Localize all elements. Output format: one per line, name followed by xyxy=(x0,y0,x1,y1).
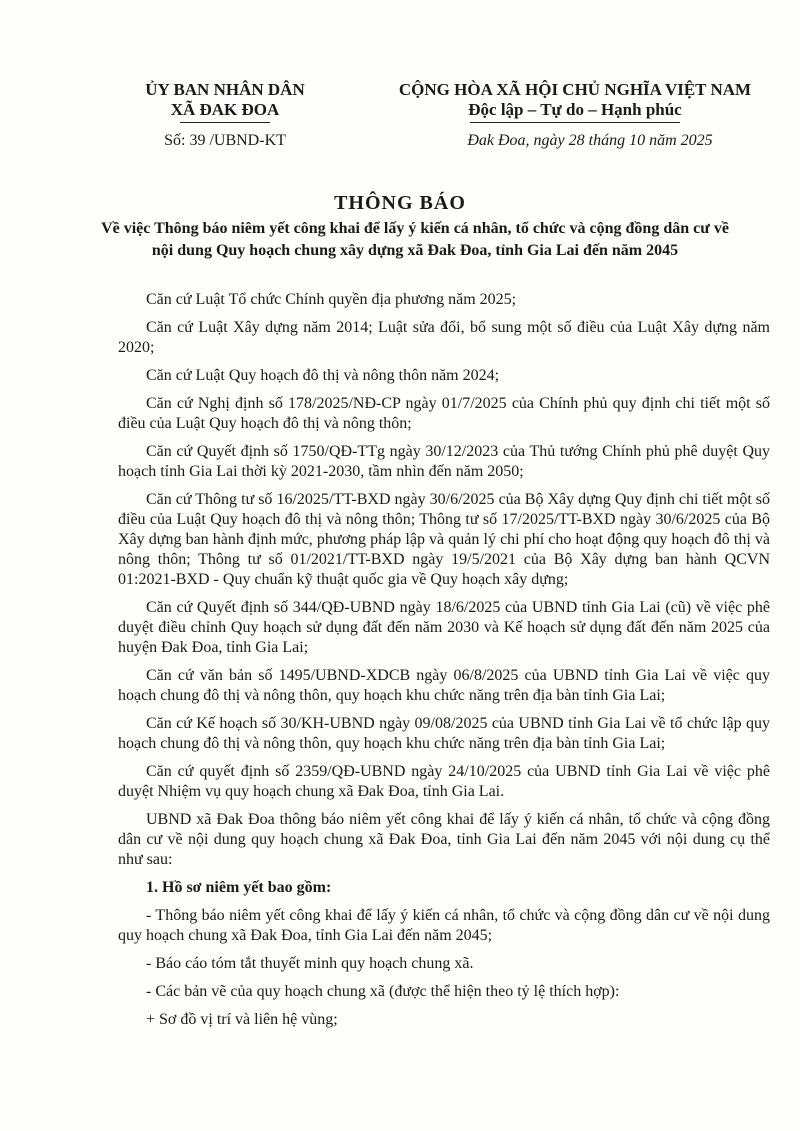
legal-basis-9: Căn cứ Kế hoạch số 30/KH-UBND ngày 09/08/2025 của UBND tỉnh Gia Lai về tổ chức lập quy hoạch chung đô thị và nông thôn, quy hoạch khu chức năng trên địa bàn tỉnh Gia Lai; xyxy=(118,715,770,752)
legal-basis-6: Căn cứ Thông tư số 16/2025/TT-BXD ngày 30/6/2025 của Bộ Xây dựng Quy định chi tiết một số điều của Luật Quy hoạch đô thị và nông thôn; Thông tư số 17/2025/TT-BXD ngày 30/6/2025 của Bộ Xây dựng ban hành định mức, phương pháp lập và quản lý chi phí cho hoạt động quy hoạch đô thị và nông thôn; Thông tư số 01/2021/TT-BXD ngày 19/5/2021 của Bộ Xây dựng ban hành QCVN 01:2021-BXD - Quy chuẩn kỹ thuật quốc gia về Quy hoạch xây dựng; xyxy=(118,491,770,588)
section-1-item: - Các bản vẽ của quy hoạch chung xã (được thể hiện theo tỷ lệ thích hợp): xyxy=(146,983,620,1000)
motto: Độc lập – Tự do – Hạnh phúc xyxy=(468,100,682,119)
legal-basis-4: Căn cứ Nghị định số 178/2025/NĐ-CP ngày 01/7/2025 của Chính phủ quy định chi tiết một số điều của Luật Quy hoạch đô thị và nông thôn; xyxy=(118,395,770,432)
legal-basis-5: Căn cứ Quyết định số 1750/QĐ-TTg ngày 30/12/2023 của Thủ tướng Chính phủ phê duyệt Quy hoạch tỉnh Gia Lai thời kỳ 2021-2030, tầm nhìn đến năm 2050; xyxy=(118,443,770,480)
motto-underline xyxy=(470,122,680,123)
section-1-item: - Thông báo niêm yết công khai để lấy ý kiến cá nhân, tổ chức và cộng đồng dân cư về nội dung quy hoạch chung xã Đak Đoa, tỉnh Gia Lai đến năm 2045; xyxy=(118,907,770,944)
document-subject: Về việc Thông báo niêm yết công khai để lấy ý kiến cá nhân, tổ chức và cộng đồng dân cư về nội dung Quy hoạch chung xây dựng xã Đak Đoa, tỉnh Gia Lai đến năm 2045 xyxy=(101,220,729,259)
section-1-item: - Báo cáo tóm tắt thuyết minh quy hoạch chung xã. xyxy=(146,955,474,972)
section-1-heading: 1. Hồ sơ niêm yết bao gồm: xyxy=(146,879,332,896)
legal-basis-10: Căn cứ quyết định số 2359/QĐ-UBND ngày 24/10/2025 của UBND tỉnh Gia Lai về việc phê duyệt Nhiệm vụ quy hoạch chung xã Đak Đoa, tỉnh Gia Lai. xyxy=(118,763,770,800)
legal-basis-7: Căn cứ Quyết định số 344/QĐ-UBND ngày 18/6/2025 của UBND tỉnh Gia Lai (cũ) về việc phê duyệt điều chỉnh Quy hoạch sử dụng đất đến năm 2030 và Kế hoạch sử dụng đất đến năm 2025 của huyện Đak Đoa, tỉnh Gia Lai; xyxy=(118,599,770,656)
org-underline xyxy=(180,122,270,123)
legal-basis-1: Căn cứ Luật Tổ chức Chính quyền địa phương năm 2025; xyxy=(146,291,517,308)
section-1-item: + Sơ đồ vị trí và liên hệ vùng; xyxy=(146,1011,338,1028)
legal-basis-8: Căn cứ văn bản số 1495/UBND-XDCB ngày 06/8/2025 của UBND tỉnh Gia Lai về việc quy hoạch chung đô thị và nông thôn, quy hoạch khu chức năng trên địa bàn tỉnh Gia Lai; xyxy=(118,667,770,704)
document-title: THÔNG BÁO xyxy=(334,192,466,214)
org-name-line1: ỦY BAN NHÂN DÂN xyxy=(145,80,305,99)
place-date: Đak Đoa, ngày 28 tháng 10 năm 2025 xyxy=(467,132,713,149)
org-name-line2: XÃ ĐAK ĐOA xyxy=(170,100,280,119)
document-number: Số: 39 /UBND-KT xyxy=(164,132,286,149)
document-body xyxy=(118,290,770,1038)
legal-basis-2: Căn cứ Luật Xây dựng năm 2014; Luật sửa đổi, bổ sung một số điều của Luật Xây dựng năm 2020; xyxy=(118,319,770,356)
announcement-intro: UBND xã Đak Đoa thông báo niêm yết công khai để lấy ý kiến cá nhân, tổ chức và cộng đồng dân cư về nội dung quy hoạch chung xã Đak Đoa, tỉnh Gia Lai đến năm 2045 với nội dung cụ thể như sau: xyxy=(118,811,770,868)
legal-basis-3: Căn cứ Luật Quy hoạch đô thị và nông thôn năm 2024; xyxy=(146,367,500,384)
nation-name: CỘNG HÒA XÃ HỘI CHỦ NGHĨA VIỆT NAM xyxy=(398,80,752,99)
issuing-authority xyxy=(95,80,355,123)
national-motto xyxy=(375,80,775,123)
